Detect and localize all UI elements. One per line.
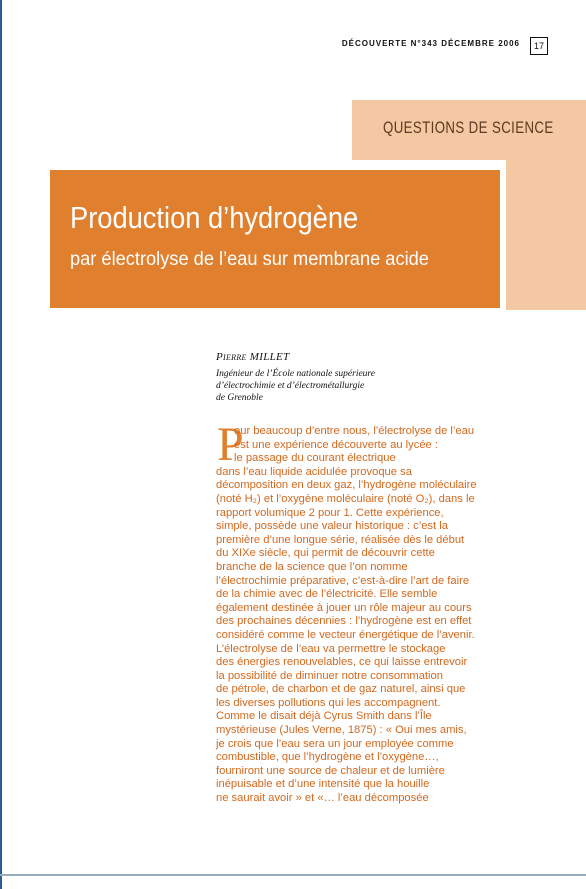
body-line: dans l’eau liquide acidulée provoque sa xyxy=(216,465,412,478)
section-label: QUESTIONS DE SCIENCE xyxy=(383,118,554,137)
body-line: combustible, que l’hydrogène et l’oxygène…, xyxy=(216,751,439,764)
article-subtitle: par électrolyse de l’eau sur membrane acide xyxy=(70,249,429,270)
affiliation-line: de Grenoble xyxy=(216,393,263,403)
article-body xyxy=(216,418,506,806)
body-line: également destinée à jouer un rôle majeur au cours xyxy=(216,601,472,614)
body-line: première d’une longue série, réalisée dès le début xyxy=(216,533,465,546)
author-affiliation xyxy=(216,368,436,404)
body-line: de la chimie avec de l’électricité. Elle semble xyxy=(216,588,438,601)
body-line: inépuisable et d’une intensité que la houille xyxy=(216,778,430,791)
author-name: Pierre MILLET xyxy=(216,351,290,363)
bottom-rule xyxy=(0,874,586,876)
body-line: ne saurait avoir » et «… l’eau décomposée xyxy=(216,792,429,805)
body-line: des énergies renouvelables, ce qui laisse entrevoir xyxy=(216,656,468,669)
body-line: je crois que l’eau sera un jour employée comme xyxy=(216,737,454,750)
body-line: la possibilité de diminuer notre consommation xyxy=(216,669,443,682)
body-line: du XIXe siècle, qui permit de découvrir cette xyxy=(216,547,435,560)
affiliation-line: d’électrochimie et d’électrométallurgie xyxy=(216,381,365,391)
body-line: l’électrochimie préparative, c’est-à-dire l’art de faire xyxy=(216,574,470,587)
body-line: des prochaines décennies : l’hydrogène est en effet xyxy=(216,615,472,628)
body-line: les diverses pollutions qui les accompagnent. xyxy=(216,696,441,709)
page-number: 17 xyxy=(530,37,548,55)
article-title: Production d’hydrogène xyxy=(70,200,359,235)
body-line: décomposition en deux gaz, l’hydrogène moléculaire xyxy=(216,479,477,492)
body-line: de pétrole, de charbon et de gaz naturel, ainsi que xyxy=(216,683,466,696)
body-line: our beaucoup d’entre nous, l’électrolyse de l’eau xyxy=(234,425,475,437)
running-head: DÉCOUVERTE N°343 DÉCEMBRE 2006 xyxy=(341,39,520,48)
body-line: branche de la science que l’on nomme xyxy=(216,560,408,573)
affiliation-line: Ingénieur de l’École nationale supérieure xyxy=(216,369,375,379)
body-line: L’électrolyse de l’eau va permettre le stockage xyxy=(216,642,446,655)
body-line: est une expérience découverte au lycée : xyxy=(234,438,438,451)
body-line: simple, possède une valeur historique : c’est la xyxy=(216,520,448,533)
body-line: fourniront une source de chaleur et de lumière xyxy=(216,764,445,777)
drop-cap: P xyxy=(217,418,244,471)
body-line: rapport volumique 2 pour 1. Cette expérience, xyxy=(216,506,444,519)
body-line: mystérieuse (Jules Verne, 1875) : « Oui mes amis, xyxy=(216,724,467,737)
body-line: le passage du courant électrique xyxy=(234,452,396,465)
body-line: considéré comme le vecteur énergétique de l’avenir. xyxy=(216,628,475,641)
body-line: Comme le disait déjà Cyrus Smith dans l’Île xyxy=(216,710,432,723)
left-margin-rule xyxy=(0,0,2,889)
title-box xyxy=(50,170,500,308)
body-line: (noté H₂) et l’oxygène moléculaire (noté O₂), dans le xyxy=(216,492,475,505)
